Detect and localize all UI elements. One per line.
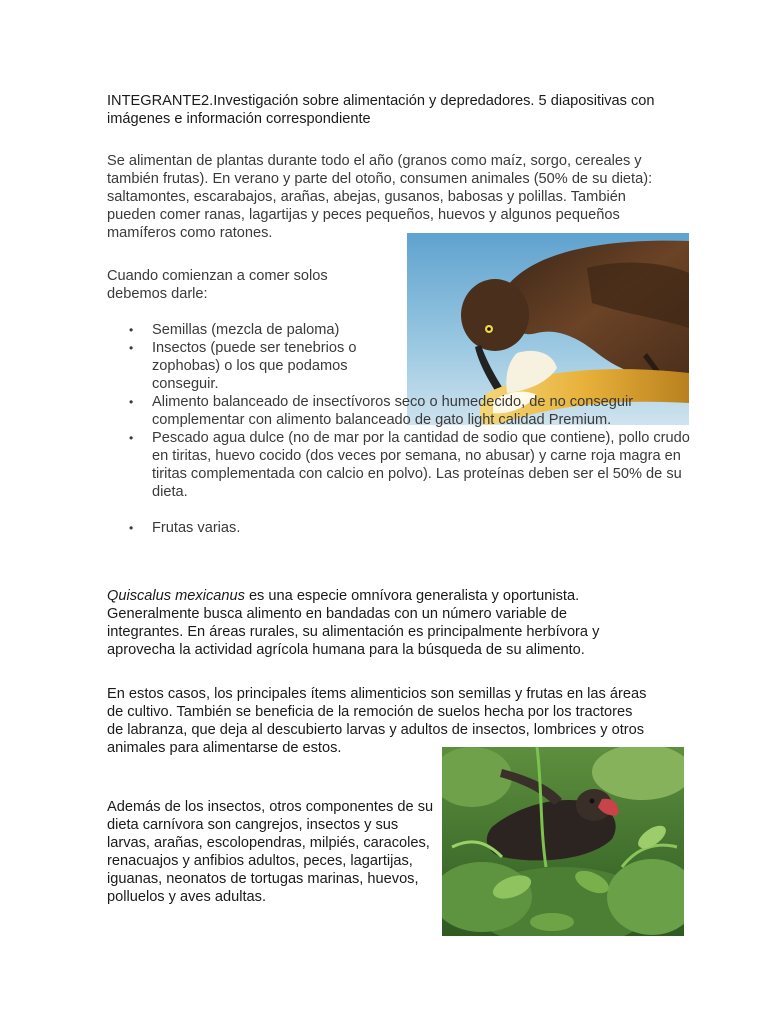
- species-name: Quiscalus mexicanus: [107, 588, 245, 604]
- grackle-chick-in-foliage-photo: [442, 747, 684, 936]
- list-item: [107, 519, 692, 537]
- list-item-text: Semillas (mezcla de paloma): [152, 322, 340, 338]
- carnivorous-diet-paragraph: Además de los insectos, otros componentes de su dieta carnívora son cangrejos, insectos y sus larvas, arañas, escolopendras, milpiés, caracoles, renacuajos y anfibios adultos, peces, lagartijas, iguanas, neonatos de tortugas marinas, huevos, polluelos y aves adultas.: [107, 799, 434, 905]
- list-item: [107, 321, 402, 339]
- food-items-paragraph: En estos casos, los principales ítems alimenticios son semillas y frutas en las áreas de cultivo. También se beneficia de la remoción de suelos hecha por los tractores de labranza, que deja al descubierto larvas y adultos de insectos, lombrices y otros animales para alimentarse de estos.: [107, 686, 647, 756]
- bullet-icon: •: [129, 521, 134, 535]
- list-item: [107, 429, 692, 501]
- list-item-text: Frutas varias.: [152, 520, 241, 536]
- quiscalus-text: es una especie omnívora generalista y oportunista. Generalmente busca alimento en bandadas con un número variable de integrantes. En áreas rurales, su alimentación es principalmente herbívora y aprovecha la actividad agrícola humana para la búsqueda de su alimento.: [107, 588, 600, 658]
- bullet-icon: •: [129, 395, 134, 409]
- list-item: [107, 339, 402, 393]
- list-item-text: Insectos (puede ser tenebrios o zophobas) o los que podamos conseguir.: [152, 340, 357, 392]
- diet-paragraph: Se alimentan de plantas durante todo el año (granos como maíz, sorgo, cereales y también frutas). En verano y parte del otoño, consumen animales (50% de su dieta): saltamontes, escarabajos, arañas, abejas, gusanos, babosas y polillas. También pueden comer ranas, lagartijas y peces pequeños, huevos y algunos pequeños mamíferos como ratones.: [107, 153, 653, 241]
- feeding-intro: Cuando comienzan a comer solos debemos darle:: [107, 268, 328, 302]
- bullet-icon: •: [129, 431, 134, 445]
- quiscalus-paragraph: [107, 587, 647, 659]
- bullet-icon: •: [129, 341, 134, 355]
- list-item-text: Alimento balanceado de insectívoros seco o humedecido, de no conseguir complementar con alimento balanceado de gato light calidad Premium.: [152, 394, 634, 428]
- feeding-list: [107, 321, 690, 537]
- document-heading: INTEGRANTE2.Investigación sobre alimentación y depredadores. 5 diapositivas con imágenes e información correspondiente: [107, 93, 655, 127]
- bullet-icon: •: [129, 323, 134, 337]
- list-item-text: Pescado agua dulce (no de mar por la cantidad de sodio que contiene), pollo crudo en tiritas, huevo cocido (dos veces por semana, no abusar) y carne roja magra en tiritas complementada con calcio en polvo). Las proteínas deben ser el 50% de su dieta.: [152, 430, 690, 500]
- list-item: [107, 393, 692, 429]
